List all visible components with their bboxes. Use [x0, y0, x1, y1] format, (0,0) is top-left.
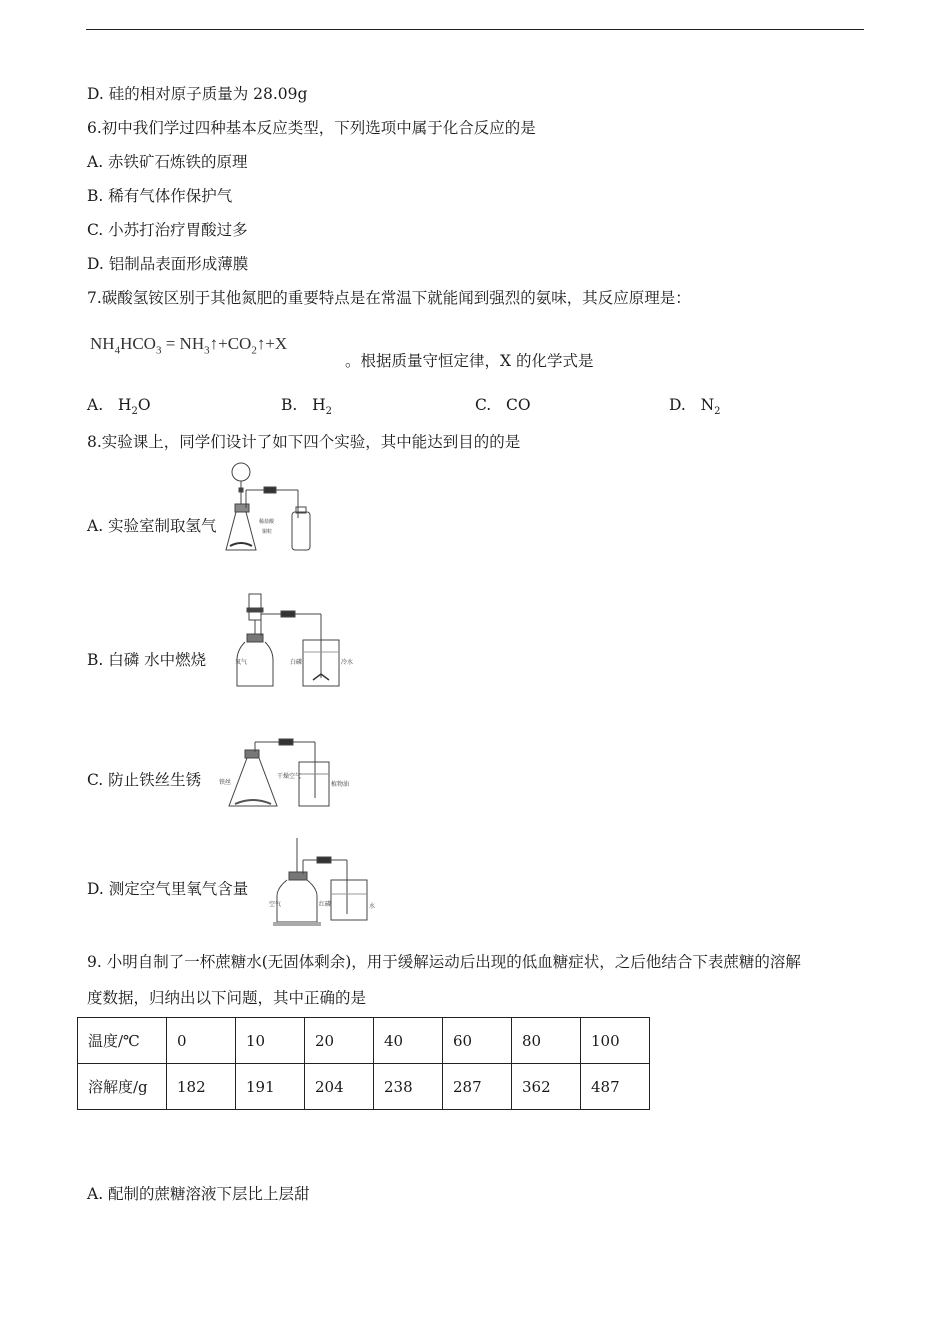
q9-option-a: A. 配制的蔗糖溶液下层比上层甜	[87, 1185, 310, 1203]
svg-text:空气: 空气	[269, 901, 282, 908]
q6-option-d: D. 铝制品表面形成薄膜	[87, 255, 249, 273]
table-cell: 20	[305, 1018, 374, 1064]
svg-text:冷水: 冷水	[341, 659, 354, 666]
q6-option-a: A. 赤铁矿石炼铁的原理	[87, 153, 248, 171]
q7-option-c: C. CO	[475, 396, 531, 414]
svg-text:植物油: 植物油	[331, 781, 350, 788]
hydrogen-apparatus-diagram	[222, 460, 330, 560]
q8-figure-b	[233, 590, 354, 692]
table-header-cell: 温度/℃	[78, 1018, 167, 1064]
table-cell: 100	[581, 1018, 650, 1064]
svg-text:水: 水	[369, 903, 376, 910]
q7-stem: 7.碳酸氢铵区别于其他氮肥的重要特点是在常温下就能闻到强烈的氨味，其反应原理是：	[87, 289, 691, 307]
q8-option-d: D. 测定空气里氧气含量	[87, 880, 249, 898]
q7-equation-tail: 。根据质量守恒定律，X 的化学式是	[345, 352, 594, 370]
q5-option-d: D. 硅的相对原子质量为 28.09g	[87, 85, 308, 103]
q8-option-c: C. 防止铁丝生锈	[87, 771, 202, 789]
table-cell: 287	[443, 1064, 512, 1110]
q8-option-b: B. 白磷 水中燃烧	[87, 651, 207, 669]
q8-figure-c	[215, 726, 350, 814]
q9-stem-line1: 9. 小明自制了一杯蔗糖水(无固体剩余)，用于缓解运动后出现的低血糖症状，之后他结合下表蔗糖的溶解	[87, 953, 801, 971]
table-cell: 204	[305, 1064, 374, 1110]
table-cell: 487	[581, 1064, 650, 1110]
q6-option-c: C. 小苏打治疗胃酸过多	[87, 221, 248, 239]
q7-option-a: A. $H_2O$	[87, 396, 151, 418]
svg-text:铜粒: 铜粒	[262, 529, 273, 535]
table-cell: 191	[236, 1064, 305, 1110]
q8-option-a: A. 实验室制取氢气	[87, 517, 217, 535]
q7-option-d: D. $N_2$	[669, 396, 721, 418]
svg-text:干燥空气: 干燥空气	[277, 773, 302, 780]
white-phosphorus-apparatus-diagram	[233, 590, 354, 692]
table-cell: 362	[512, 1064, 581, 1110]
svg-text:氧气: 氧气	[235, 659, 248, 666]
table-cell: 10	[236, 1018, 305, 1064]
oxygen-content-apparatus-diagram	[267, 836, 377, 928]
svg-text:白磷: 白磷	[290, 659, 303, 666]
svg-text:红磷: 红磷	[319, 901, 332, 908]
q7-option-b: B. $H_2$	[281, 396, 333, 418]
table-header-cell: 溶解度/g	[78, 1064, 167, 1110]
iron-rust-apparatus-diagram	[215, 726, 350, 814]
svg-text:铁丝: 铁丝	[219, 779, 232, 786]
q8-stem: 8.实验课上，同学们设计了如下四个实验，其中能达到目的的是	[87, 433, 521, 451]
solubility-table	[77, 1017, 650, 1110]
table-cell: 238	[374, 1064, 443, 1110]
q7-equation: $NH_4HCO_3$ = $NH_3↑+CO_2↑+X$	[90, 334, 288, 357]
q8-figure-d	[267, 836, 377, 928]
table-cell: 40	[374, 1018, 443, 1064]
q8-figure-a	[222, 460, 330, 560]
table-row	[78, 1018, 650, 1064]
table-cell: 0	[167, 1018, 236, 1064]
svg-text:稀盐酸: 稀盐酸	[259, 519, 275, 525]
q6-stem: 6.初中我们学过四种基本反应类型，下列选项中属于化合反应的是	[87, 119, 536, 137]
table-row	[78, 1064, 650, 1110]
table-cell: 182	[167, 1064, 236, 1110]
q9-stem-line2: 度数据，归纳出以下问题，其中正确的是	[87, 989, 367, 1007]
q7-options	[87, 396, 807, 416]
q6-option-b: B. 稀有气体作保护气	[87, 187, 233, 205]
table-cell: 80	[512, 1018, 581, 1064]
header-rule	[86, 29, 864, 30]
table-cell: 60	[443, 1018, 512, 1064]
